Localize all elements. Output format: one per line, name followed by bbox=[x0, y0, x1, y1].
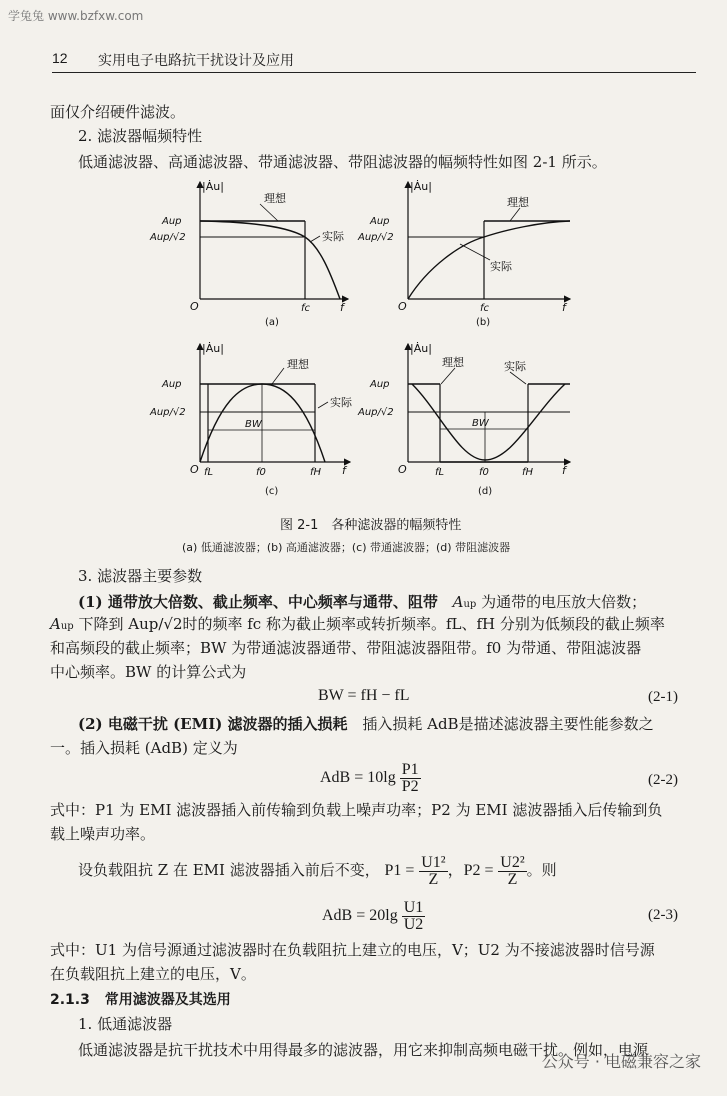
equation-2-3 bbox=[322, 896, 425, 936]
paragraph-line: 在负载阻抗上建立的电压，V。 bbox=[50, 965, 256, 983]
numerator: P1 bbox=[401, 760, 419, 778]
fraction bbox=[419, 855, 447, 888]
section-number: 2.1.3 bbox=[50, 992, 90, 1008]
inline-text: 下降到 Aup/√2时的频率 fc 称为截止频率或转折频率。fL、fH 分别为低频段的截止频率 bbox=[78, 615, 665, 633]
tick-label: fH bbox=[522, 467, 534, 478]
tick-label: f0 bbox=[479, 467, 489, 478]
annotation: 实际 bbox=[330, 396, 352, 409]
figure-2-1 bbox=[150, 172, 580, 562]
fraction bbox=[402, 900, 426, 933]
denominator: P2 bbox=[401, 777, 419, 795]
annotation: 实际 bbox=[322, 230, 344, 243]
fraction bbox=[498, 855, 526, 888]
axis-label: f bbox=[340, 301, 344, 314]
panel-b-highpass bbox=[357, 180, 570, 328]
axis-label: f bbox=[562, 301, 566, 314]
paragraph-line: 式中：U1 为信号源通过滤波器时在负载阻抗上建立的电压，V；U2 为不接滤波器时信号源 bbox=[50, 941, 655, 959]
origin-label: O bbox=[190, 463, 199, 476]
denominator: Z bbox=[507, 870, 518, 888]
annotation: 理想 bbox=[507, 196, 529, 209]
book-title: 实用电子电路抗干扰设计及应用 bbox=[98, 53, 294, 69]
tick-label: Aup bbox=[370, 379, 390, 390]
paragraph-line bbox=[78, 850, 557, 891]
tick-label: fc bbox=[301, 303, 311, 314]
tick-label: Aup bbox=[162, 216, 182, 227]
paragraph-line: 中心频率。BW 的计算公式为 bbox=[50, 663, 247, 681]
equation-2-2 bbox=[320, 758, 421, 798]
axis-label: |Ȧu| bbox=[202, 342, 224, 355]
annotation: 理想 bbox=[287, 358, 309, 371]
inline-math: P1 = bbox=[384, 862, 415, 879]
origin-label: O bbox=[398, 463, 407, 476]
equation-number: (2-1) bbox=[648, 689, 678, 705]
account-watermark: 公众号 · 电磁兼容之家 bbox=[541, 1052, 701, 1071]
annotation: 实际 bbox=[504, 360, 526, 373]
figure-subcaption: (a) 低通滤波器；(b) 高通滤波器；(c) 带通滤波器；(d) 带阻滤波器 bbox=[182, 541, 511, 554]
numerator: U2² bbox=[500, 853, 525, 871]
panel-caption: (d) bbox=[478, 486, 493, 497]
axis-label: f bbox=[562, 464, 566, 477]
paragraph-line: 式中：P1 为 EMI 滤波器插入前传输到负载上噪声功率；P2 为 EMI 滤波器插入后传输到负 bbox=[50, 801, 663, 819]
bold-term: (1) 通带放大倍数、截止频率、中心频率与通带、阻带 bbox=[78, 593, 438, 611]
site-watermark: 学兔兔 www.bzfxw.com bbox=[8, 9, 144, 23]
tick-label: Aup/√2 bbox=[358, 232, 394, 243]
tick-label: Aup bbox=[370, 216, 390, 227]
tick-label: Aup/√2 bbox=[150, 407, 186, 418]
inline-text: 设负载阻抗 Z 在 EMI 滤波器插入前后不变， bbox=[78, 861, 380, 879]
paragraph-line bbox=[78, 714, 654, 734]
tick-label: fL bbox=[204, 467, 214, 478]
paragraph-line: 和高频段的截止频率；BW 为带通滤波器通带、带阻滤波器阻带。f0 为带通、带阻滤波器 bbox=[50, 639, 642, 657]
panel-caption: (a) bbox=[265, 317, 279, 328]
axis-label: |Ȧu| bbox=[410, 180, 432, 193]
paragraph-line: (1) 通带放大倍数、截止频率、中心频率与通带、阻带 Aup 为通带的电压放大倍数； bbox=[78, 593, 647, 611]
axis-label: |Ȧu| bbox=[410, 342, 432, 355]
panel-a-lowpass bbox=[149, 180, 348, 328]
tick-label: Aup bbox=[162, 379, 182, 390]
equation-number: (2-3) bbox=[648, 907, 678, 923]
numerator: U1 bbox=[403, 898, 424, 916]
equation-2-1: BW = fH − fL bbox=[318, 687, 410, 704]
section-heading bbox=[50, 990, 231, 1010]
numerator: U1² bbox=[421, 853, 446, 871]
paragraph-line: 低通滤波器是抗干扰技术中用得最多的滤波器，用它来抑制高频电磁干扰。例如，电源 bbox=[78, 1041, 649, 1059]
text-line: 面仅介绍硬件滤波。 bbox=[50, 103, 186, 121]
denominator: Z bbox=[428, 870, 439, 888]
subheading: 2. 滤波器幅频特性 bbox=[78, 127, 203, 145]
section-title: 常用滤波器及其选用 bbox=[104, 992, 231, 1008]
tick-label: fH bbox=[310, 467, 322, 478]
equation-lhs: AdB = 10lg bbox=[320, 769, 396, 786]
inline-text: 插入损耗 AdB是描述滤波器主要性能参数之 bbox=[362, 715, 654, 733]
text-line: 低通滤波器、高通滤波器、带通滤波器、带阻滤波器的幅频特性如图 2-1 所示。 bbox=[78, 153, 607, 171]
fraction bbox=[400, 762, 421, 795]
subheading: 3. 滤波器主要参数 bbox=[78, 567, 203, 585]
paragraph-line: 载上噪声功率。 bbox=[50, 825, 156, 843]
bold-term: (2) 电磁干扰 (EMI) 滤波器的插入损耗 bbox=[78, 715, 348, 733]
annotation: 理想 bbox=[264, 192, 286, 205]
tick-label: f0 bbox=[256, 467, 266, 478]
origin-label: O bbox=[398, 300, 407, 313]
panel-c-bandpass bbox=[149, 342, 353, 497]
tick-label: Aup/√2 bbox=[358, 407, 394, 418]
annotation: BW bbox=[472, 418, 489, 429]
figure-title: 图 2-1 各种滤波器的幅频特性 bbox=[280, 518, 462, 533]
denominator: U2 bbox=[403, 915, 424, 933]
origin-label: O bbox=[190, 300, 199, 313]
paragraph-line: Aup 下降到 Aup/√2时的频率 fc 称为截止频率或转折频率。fL、fH 分别为低频段的截止频率 bbox=[50, 615, 665, 633]
subheading: 1. 低通滤波器 bbox=[78, 1015, 173, 1033]
axis-label: |Ȧu| bbox=[202, 180, 224, 193]
page-number: 12 bbox=[52, 50, 68, 66]
tick-label: Aup/√2 bbox=[150, 232, 186, 243]
panel-caption: (c) bbox=[265, 486, 279, 497]
page-header bbox=[52, 50, 696, 73]
annotation: 实际 bbox=[490, 260, 512, 273]
panel-d-bandstop bbox=[357, 342, 570, 497]
tick-label: fL bbox=[435, 467, 445, 478]
panel-caption: (b) bbox=[476, 317, 491, 328]
equation-lhs: AdB = 20lg bbox=[322, 907, 398, 924]
equation-number: (2-2) bbox=[648, 772, 678, 788]
annotation: 理想 bbox=[442, 356, 464, 369]
inline-text: 。则 bbox=[526, 861, 557, 879]
axis-label: f bbox=[342, 464, 346, 477]
tick-label: fc bbox=[480, 303, 490, 314]
inline-math: ，P2 = bbox=[447, 862, 494, 879]
paragraph-line: 一。插入损耗 (AdB) 定义为 bbox=[50, 739, 238, 757]
inline-text: 为通带的电压放大倍数； bbox=[481, 593, 647, 611]
annotation: BW bbox=[245, 419, 262, 430]
